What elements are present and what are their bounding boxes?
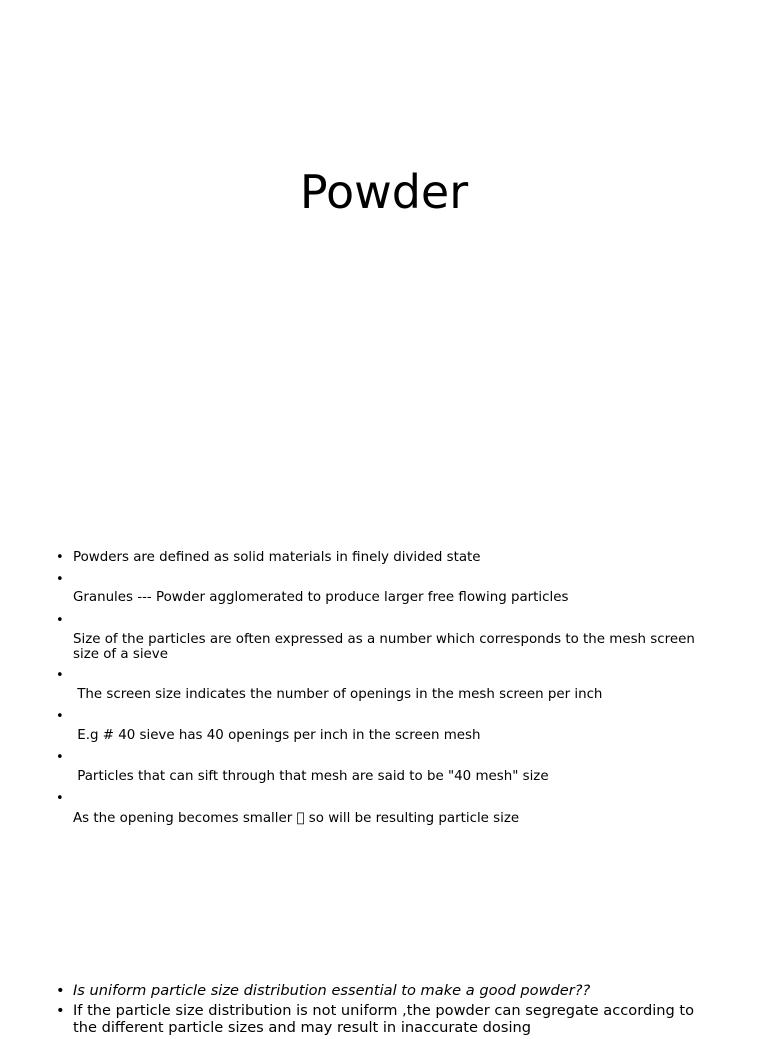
list-item-text: E.g # 40 sieve has 40 openings per inch in the screen mesh <box>73 728 481 743</box>
bullet-icon: • <box>56 791 64 806</box>
bullet-icon: • <box>56 1002 65 1019</box>
list-item-text: Size of the particles are often expressed as a number which corresponds to the mesh screen size of a sieve <box>73 632 695 662</box>
bullet-icon: • <box>56 613 64 628</box>
list-item-text: Powders are defined as solid materials in finely divided state <box>73 550 481 565</box>
slide-title: Powder <box>299 165 469 219</box>
list-item-text: Is uniform particle size distribution essential to make a good powder?? <box>73 982 591 999</box>
list-item <box>56 1002 716 1036</box>
bullet-icon: • <box>56 750 64 765</box>
bullet-icon: • <box>56 668 64 683</box>
list-item-text: Granules --- Powder agglomerated to produce larger free flowing particles <box>73 590 569 605</box>
bullet-icon: • <box>56 982 65 999</box>
bullet-icon: • <box>56 709 64 724</box>
list-item-text: The screen size indicates the number of openings in the mesh screen per inch <box>73 687 603 702</box>
list-item-text: As the opening becomes smaller so will be resulting particle size <box>73 811 507 826</box>
list-item-text: If the particle size distribution is not uniform ,the powder can segregate according to the different particle sizes and may result in inaccurate dosing <box>73 1002 695 1036</box>
bullet-icon: • <box>56 572 64 587</box>
bullet-list-questions <box>56 982 716 1039</box>
list-item <box>56 982 716 999</box>
bullet-icon: • <box>56 550 64 565</box>
list-item-text: Particles that can sift through that mesh are said to be "40 mesh" size <box>73 769 549 784</box>
